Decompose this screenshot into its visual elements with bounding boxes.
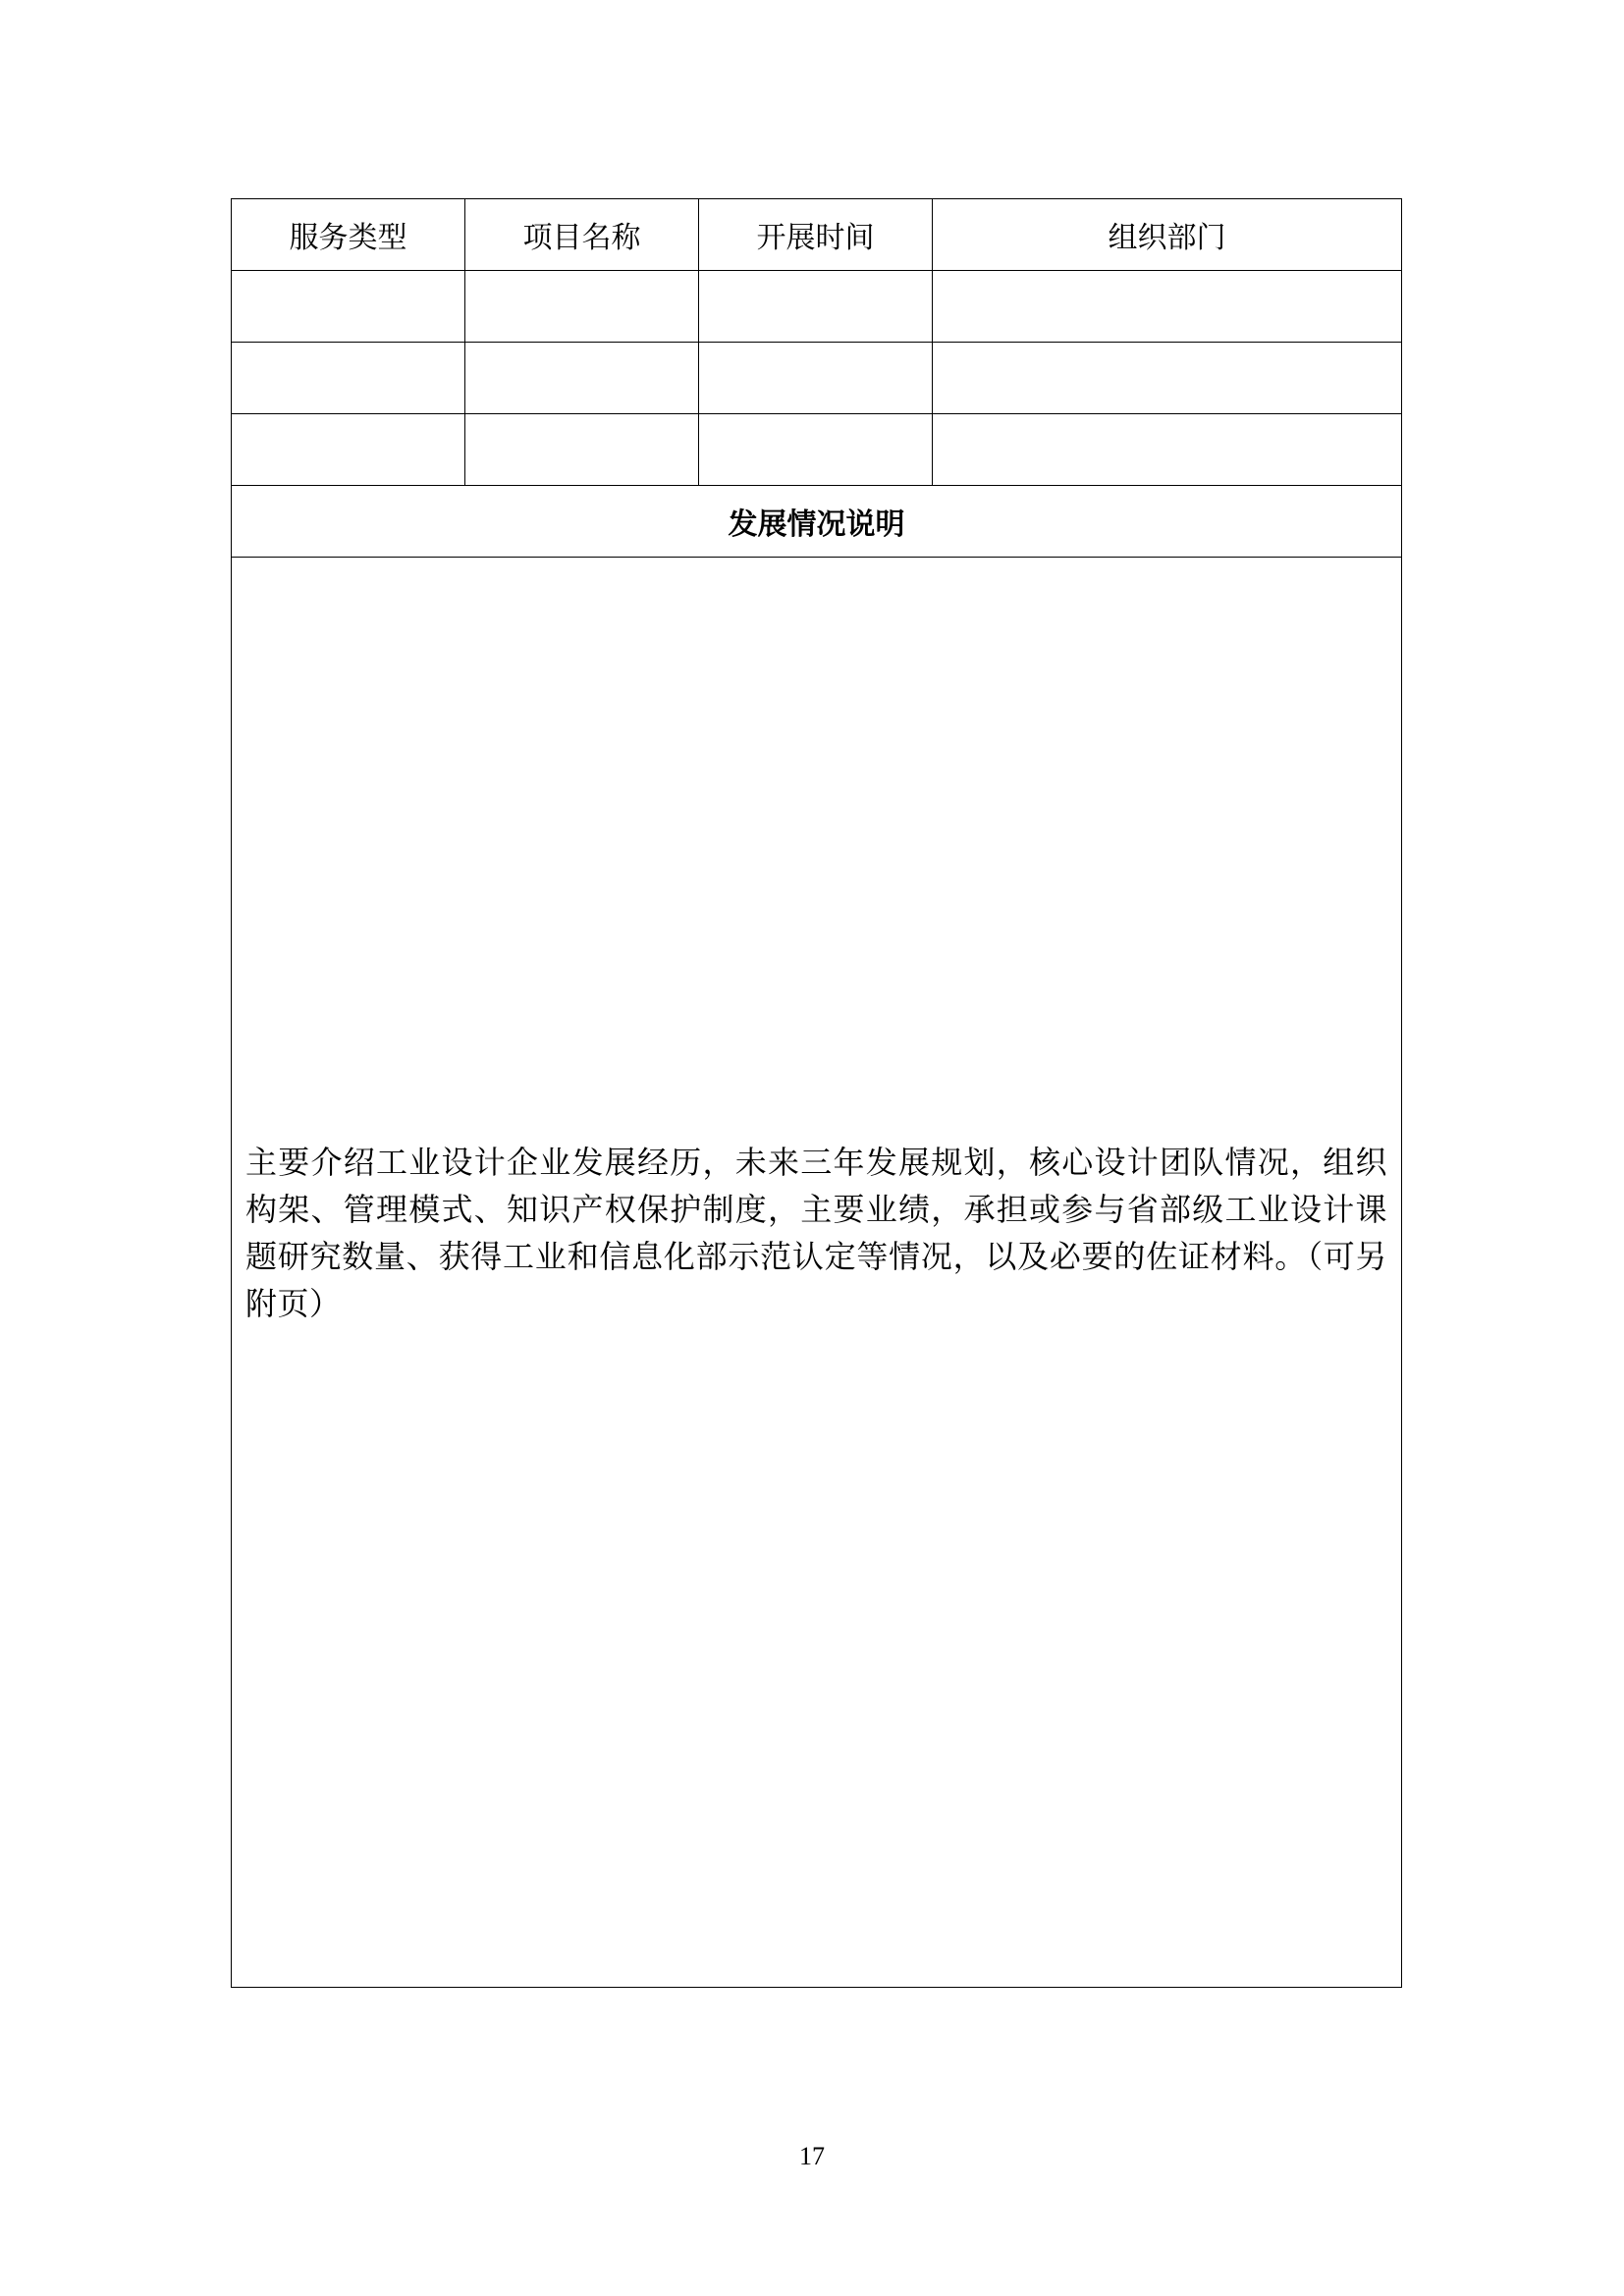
description-cell[interactable]	[232, 558, 1402, 1988]
cell-service-type[interactable]	[232, 343, 465, 414]
cell-organizing-department[interactable]	[933, 271, 1402, 343]
section-title-row	[232, 486, 1402, 558]
cell-start-time[interactable]	[699, 343, 933, 414]
table-header-row	[232, 199, 1402, 271]
cell-start-time[interactable]	[699, 414, 933, 486]
description-text: 主要介绍工业设计企业发展经历，未来三年发展规划，核心设计团队情况，组织构架、管理模式、知识产权保护制度，主要业绩，承担或参与省部级工业设计课题研究数量、获得工业和信息化部示范认定等情况，以及必要的佐证材料。（可另附页）	[245, 1144, 1387, 1322]
header-project-name: 项目名称	[465, 199, 699, 271]
description-row	[232, 558, 1402, 1988]
cell-start-time[interactable]	[699, 271, 933, 343]
cell-organizing-department[interactable]	[933, 343, 1402, 414]
cell-project-name[interactable]	[465, 414, 699, 486]
table-row	[232, 343, 1402, 414]
cell-organizing-department[interactable]	[933, 414, 1402, 486]
cell-service-type[interactable]	[232, 271, 465, 343]
table-row	[232, 414, 1402, 486]
header-organizing-department: 组织部门	[933, 199, 1402, 271]
cell-project-name[interactable]	[465, 343, 699, 414]
service-project-table	[231, 198, 1402, 1988]
header-service-type: 服务类型	[232, 199, 465, 271]
page-number: 17	[799, 2142, 825, 2170]
cell-project-name[interactable]	[465, 271, 699, 343]
section-title: 发展情况说明	[232, 486, 1402, 558]
table-row	[232, 271, 1402, 343]
cell-service-type[interactable]	[232, 414, 465, 486]
header-start-time: 开展时间	[699, 199, 933, 271]
